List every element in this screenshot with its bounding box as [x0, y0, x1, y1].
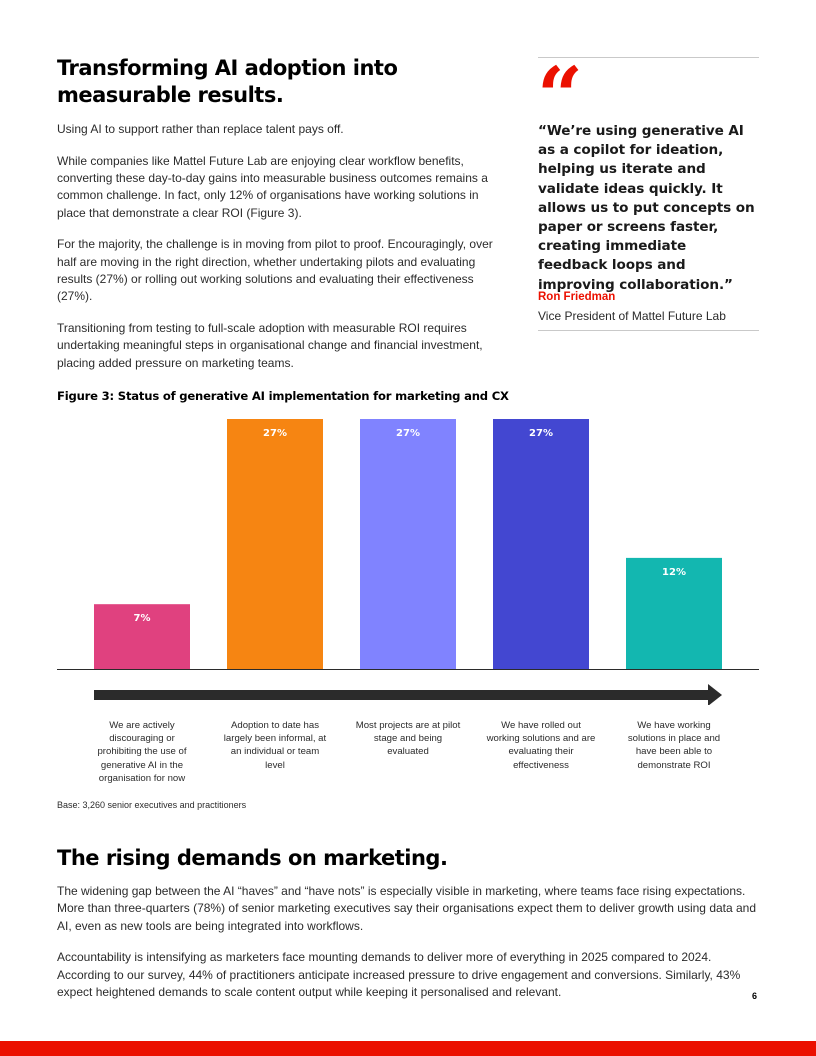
category-label: Adoption to date has largely been informal, at an individual or team level	[223, 720, 327, 771]
figure-title: Figure 3: Status of generative AI implementation for marketing and CX	[57, 389, 509, 403]
body-paragraph: The widening gap between the AI “haves” and “have nots” is especially visible in marketing, where teams face rising expectations. More than three-quarters (78%) of senior marketing executives say their organisations expect them to deliver growth using data and AI, even as new tools are being integrated into workflows.	[57, 884, 757, 933]
quote-mark-icon: “	[537, 49, 578, 143]
footer-brand-bar	[0, 1041, 816, 1056]
bar-3	[360, 419, 456, 669]
quote-bottom-divider	[538, 330, 759, 331]
bar-value-label: 27%	[263, 428, 287, 439]
category-label: Most projects are at pilot stage and being evaluated	[355, 720, 461, 758]
chart-bars	[94, 419, 722, 669]
section-title-2: The rising demands on marketing.	[57, 846, 448, 870]
bar-value-label: 27%	[396, 428, 420, 439]
category-label: We are actively discouraging or prohibiting the use of generative AI in the organisation for now	[97, 720, 187, 784]
bar-4	[493, 419, 589, 669]
quote-author: Ron Friedman	[538, 291, 616, 303]
bar-chart	[0, 405, 816, 705]
intro-paragraph: For the majority, the challenge is in moving from pilot to proof. Encouragingly, over half are moving in the right direction, whether undertaking pilots and evaluating results (27%) or rolling out working solutions and evaluating their effectiveness (27%).	[57, 237, 493, 304]
base-note: Base: 3,260 senior executives and practitioners	[57, 800, 247, 810]
bar-2	[227, 419, 323, 669]
intro-paragraph: Using AI to support rather than replace talent pays off.	[57, 122, 344, 136]
intro-paragraph: Transitioning from testing to full-scale adoption with measurable ROI requires undertaking meaningful steps in organisational change and financial investment, placing added pressure on marketing teams.	[57, 321, 483, 370]
section-title: Transforming AI adoption into measurable results.	[57, 56, 398, 107]
bar-value-label: 27%	[529, 428, 553, 439]
quote-author-role: Vice President of Mattel Future Lab	[538, 309, 726, 323]
category-label: We have rolled out working solutions and are evaluating their effectiveness	[486, 720, 596, 771]
category-label: We have working solutions in place and have been able to demonstrate ROI	[627, 720, 721, 771]
bar-value-label: 12%	[662, 566, 686, 578]
body-paragraph: Accountability is intensifying as marketers face mounting demands to deliver more of everything in 2025 compared to 2024. According to our survey, 44% of practitioners anticipate increased pressure to drive engagement and conversions. Similarly, 43% expect heightened demands to scale content output while keeping it personalised and relevant.	[57, 950, 741, 999]
intro-text	[57, 121, 507, 387]
bar-value-label: 7%	[133, 613, 151, 625]
pull-quote: “We’re using generative AI as a copilot for ideation, helping us iterate and validate ideas quickly. It allows us to put concepts on paper or screens faster, creating immediate feedback loops and improving collaboration.”	[538, 123, 755, 293]
page-number: 6	[752, 991, 758, 1001]
intro-paragraph: While companies like Mattel Future Lab are enjoying clear workflow benefits, converting these day-to-day gains into measurable business outcomes remains a common challenge. In fact, only 12% of organisations have working solutions in place that demonstrate a clear ROI (Figure 3).	[57, 153, 488, 220]
section-2-text	[57, 883, 762, 1016]
progress-arrow-icon	[94, 684, 722, 705]
